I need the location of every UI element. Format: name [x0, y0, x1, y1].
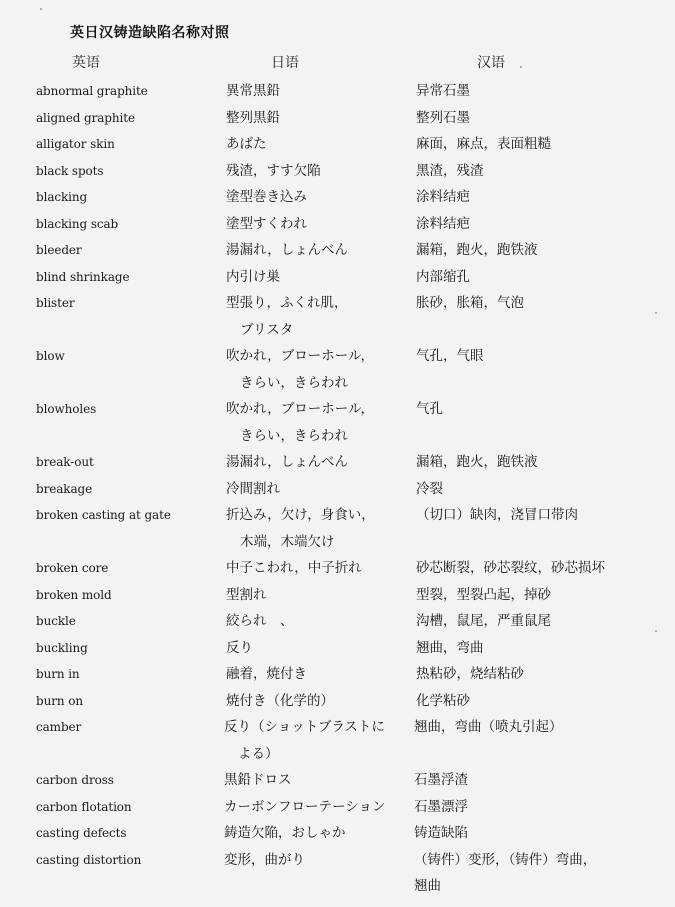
term-english: blacking	[36, 190, 88, 204]
term-chinese	[414, 820, 468, 847]
table-row	[0, 608, 675, 635]
term-chinese	[414, 794, 468, 821]
term-english: buckle	[36, 614, 76, 628]
table-row	[0, 714, 675, 767]
term-japanese-line: 吹かれ，ブローホール，	[226, 348, 374, 364]
term-english: blowholes	[36, 402, 97, 416]
term-japanese	[224, 820, 346, 847]
term-english: alligator skin	[36, 137, 115, 151]
term-japanese-line: 型割れ	[226, 586, 267, 603]
term-japanese	[226, 78, 280, 105]
term-japanese	[226, 635, 253, 662]
term-japanese	[226, 688, 334, 715]
term-japanese	[226, 449, 348, 476]
table-row	[0, 661, 675, 688]
table-row	[0, 396, 675, 449]
term-chinese-line: 整列石墨	[416, 109, 470, 126]
term-japanese-line: 型張り，ふくれ肌，	[226, 295, 348, 311]
term-japanese-line: 湯漏れ，しょんべん	[226, 454, 349, 470]
term-chinese	[416, 131, 551, 158]
term-chinese-line: 涂料结疤	[416, 215, 470, 232]
table-row	[0, 449, 675, 476]
term-japanese-line: 反り（ショットブラストに	[224, 719, 385, 735]
term-english: casting defects	[36, 826, 127, 840]
term-japanese-line: 焼付き（化学的）	[226, 692, 334, 709]
table-row	[0, 264, 675, 291]
table-row	[0, 78, 675, 105]
term-chinese	[416, 502, 578, 529]
term-japanese-line: 絞られ 、	[226, 613, 294, 629]
term-chinese	[416, 78, 470, 105]
term-japanese-line: 反り	[226, 639, 253, 656]
term-chinese-line: 翘曲，弯曲（喷丸引起）	[414, 719, 563, 735]
term-english: abnormal graphite	[36, 84, 148, 98]
term-chinese	[416, 184, 470, 211]
term-chinese-line: 黑渣，残渣	[416, 162, 484, 179]
term-japanese	[226, 264, 280, 291]
term-chinese-line: （铸件）变形，（铸件）弯曲，	[414, 851, 597, 868]
term-japanese-line: 塗型巻き込み	[226, 189, 307, 205]
term-japanese	[226, 184, 307, 211]
term-chinese-line: 漏箱，跑火，跑铁液	[416, 242, 538, 258]
scan-speck	[40, 8, 42, 10]
table-row	[0, 767, 675, 794]
term-japanese-line: 冷間割れ	[226, 480, 280, 497]
term-chinese-line: 砂芯断裂，砂芯裂纹，砂芯损坏	[416, 560, 605, 576]
column-header-japanese: 日语	[271, 55, 299, 71]
term-english: broken core	[36, 561, 109, 575]
table-row	[0, 211, 675, 238]
term-chinese	[416, 211, 470, 238]
term-japanese-line: 湯漏れ，しょんべん	[226, 242, 349, 258]
term-chinese	[416, 449, 538, 476]
table-row	[0, 290, 675, 343]
term-japanese	[224, 714, 385, 767]
column-header-english: 英语	[72, 55, 100, 71]
term-japanese	[226, 661, 307, 688]
term-japanese	[226, 211, 307, 238]
term-japanese	[226, 290, 348, 343]
term-japanese-line: 吹かれ，ブローホール，	[226, 401, 374, 417]
term-japanese	[226, 237, 348, 264]
table-row	[0, 794, 675, 821]
term-chinese-line: 胀砂，胀箱，气泡	[416, 295, 524, 311]
term-english: casting distortion	[36, 852, 142, 867]
term-english: bleeder	[36, 243, 82, 257]
term-japanese-line: あばた	[226, 136, 267, 152]
page-title: 英日汉铸造缺陷名称对照	[70, 25, 230, 41]
term-chinese	[416, 635, 484, 662]
scan-speck	[520, 66, 522, 68]
term-japanese-line: カーボンフローテーション	[224, 798, 386, 815]
term-japanese-line: 中子こわれ，中子折れ	[226, 560, 362, 576]
scan-speck	[655, 630, 657, 632]
term-chinese	[416, 688, 470, 715]
table-row	[0, 476, 675, 503]
term-chinese-line: 涂料结疤	[416, 189, 470, 205]
column-header-chinese: 汉语	[477, 55, 505, 71]
term-japanese-line: 折込み，欠け，身食い，	[226, 507, 375, 523]
term-chinese-line: 石墨漂浮	[414, 798, 468, 815]
term-english: broken casting at gate	[36, 508, 171, 522]
term-chinese-line: 翘曲，弯曲	[416, 639, 484, 656]
term-chinese-line: 石墨浮渣	[414, 772, 468, 788]
term-japanese-line: ブリスタ	[240, 321, 294, 338]
term-chinese	[416, 158, 484, 185]
term-chinese	[416, 105, 470, 132]
term-japanese	[226, 105, 280, 132]
term-japanese	[226, 555, 362, 582]
term-japanese-line: きらい，きらわれ	[240, 427, 348, 444]
term-chinese-line: 翘曲	[414, 878, 441, 894]
term-chinese-line: 铸造缺陷	[414, 825, 468, 841]
term-chinese	[414, 847, 596, 900]
term-japanese-line: 融着，焼付き	[226, 666, 307, 682]
term-japanese-line: 残渣，すす欠陥	[226, 162, 321, 179]
table-row	[0, 502, 675, 555]
term-japanese	[226, 343, 374, 396]
term-japanese	[226, 476, 280, 503]
term-chinese-line: 型裂，型裂凸起，掉砂	[416, 586, 551, 603]
term-japanese	[224, 767, 292, 794]
term-japanese	[226, 608, 294, 635]
term-english: broken mold	[36, 587, 112, 602]
term-chinese-line: 冷裂	[416, 480, 443, 497]
term-english: camber	[36, 720, 82, 734]
term-chinese-line: 漏箱，跑火，跑铁液	[416, 454, 538, 470]
term-english: break-out	[36, 455, 94, 469]
term-japanese-line: 変形，曲がり	[224, 851, 305, 868]
term-japanese-line: よる）	[238, 745, 279, 762]
term-chinese-line: 化学粘砂	[416, 692, 470, 709]
term-japanese	[224, 847, 305, 874]
glossary-table	[0, 78, 675, 900]
term-english: breakage	[36, 481, 93, 496]
term-chinese	[416, 582, 551, 609]
scan-speck	[655, 312, 657, 314]
term-english: burn in	[36, 667, 80, 681]
term-chinese	[416, 476, 443, 503]
term-english: blister	[36, 296, 75, 310]
table-row	[0, 237, 675, 264]
table-row	[0, 343, 675, 396]
term-english: buckling	[36, 640, 88, 655]
term-japanese-line: きらい，きらわれ	[240, 374, 348, 391]
table-row	[0, 158, 675, 185]
table-row	[0, 847, 675, 900]
table-row	[0, 131, 675, 158]
term-japanese	[226, 582, 267, 609]
term-english: carbon dross	[36, 773, 114, 787]
term-chinese	[416, 343, 484, 370]
term-japanese	[226, 502, 375, 555]
term-japanese-line: 木端，木端欠け	[240, 533, 335, 550]
term-chinese-line: 气孔，气眼	[416, 348, 484, 364]
term-english: burn on	[36, 693, 83, 708]
term-chinese	[416, 290, 524, 317]
table-row	[0, 105, 675, 132]
term-english: black spots	[36, 163, 104, 178]
term-japanese	[226, 131, 267, 158]
term-chinese-line: 内部缩孔	[416, 268, 470, 285]
term-chinese-line: 麻面，麻点，表面粗糙	[416, 136, 551, 152]
term-japanese	[224, 794, 385, 821]
term-english: blacking scab	[36, 216, 119, 231]
term-chinese	[416, 396, 443, 423]
table-row	[0, 688, 675, 715]
term-japanese-line: 内引け巣	[226, 268, 280, 285]
term-chinese	[416, 237, 538, 264]
term-chinese	[416, 661, 524, 688]
term-japanese-line: 整列黒鉛	[226, 109, 280, 126]
term-chinese	[414, 714, 563, 741]
term-chinese-line: 异常石墨	[416, 83, 470, 99]
table-row	[0, 582, 675, 609]
table-row	[0, 184, 675, 211]
term-japanese-line: 異常黒鉛	[226, 83, 280, 99]
term-japanese-line: 鋳造欠陥，おしゃか	[224, 825, 346, 841]
table-row	[0, 635, 675, 662]
term-english: blind shrinkage	[36, 269, 130, 284]
term-chinese	[416, 264, 470, 291]
table-row	[0, 820, 675, 847]
table-row	[0, 555, 675, 582]
term-japanese	[226, 158, 321, 185]
term-chinese-line: 沟槽，鼠尾，严重鼠尾	[416, 613, 551, 629]
term-chinese	[416, 555, 605, 582]
term-chinese	[416, 608, 551, 635]
term-chinese-line: （切口）缺肉，浇冒口带肉	[416, 507, 578, 523]
term-japanese-line: 塗型すくわれ	[226, 215, 307, 232]
term-chinese	[414, 767, 468, 794]
term-chinese-line: 热粘砂，烧结粘砂	[416, 666, 524, 682]
term-english: aligned graphite	[36, 110, 135, 125]
term-english: carbon flotation	[36, 799, 132, 814]
term-english: blow	[36, 349, 65, 363]
term-japanese	[226, 396, 374, 449]
term-japanese-line: 黒鉛ドロス	[224, 772, 292, 788]
term-chinese-line: 气孔	[416, 401, 443, 417]
